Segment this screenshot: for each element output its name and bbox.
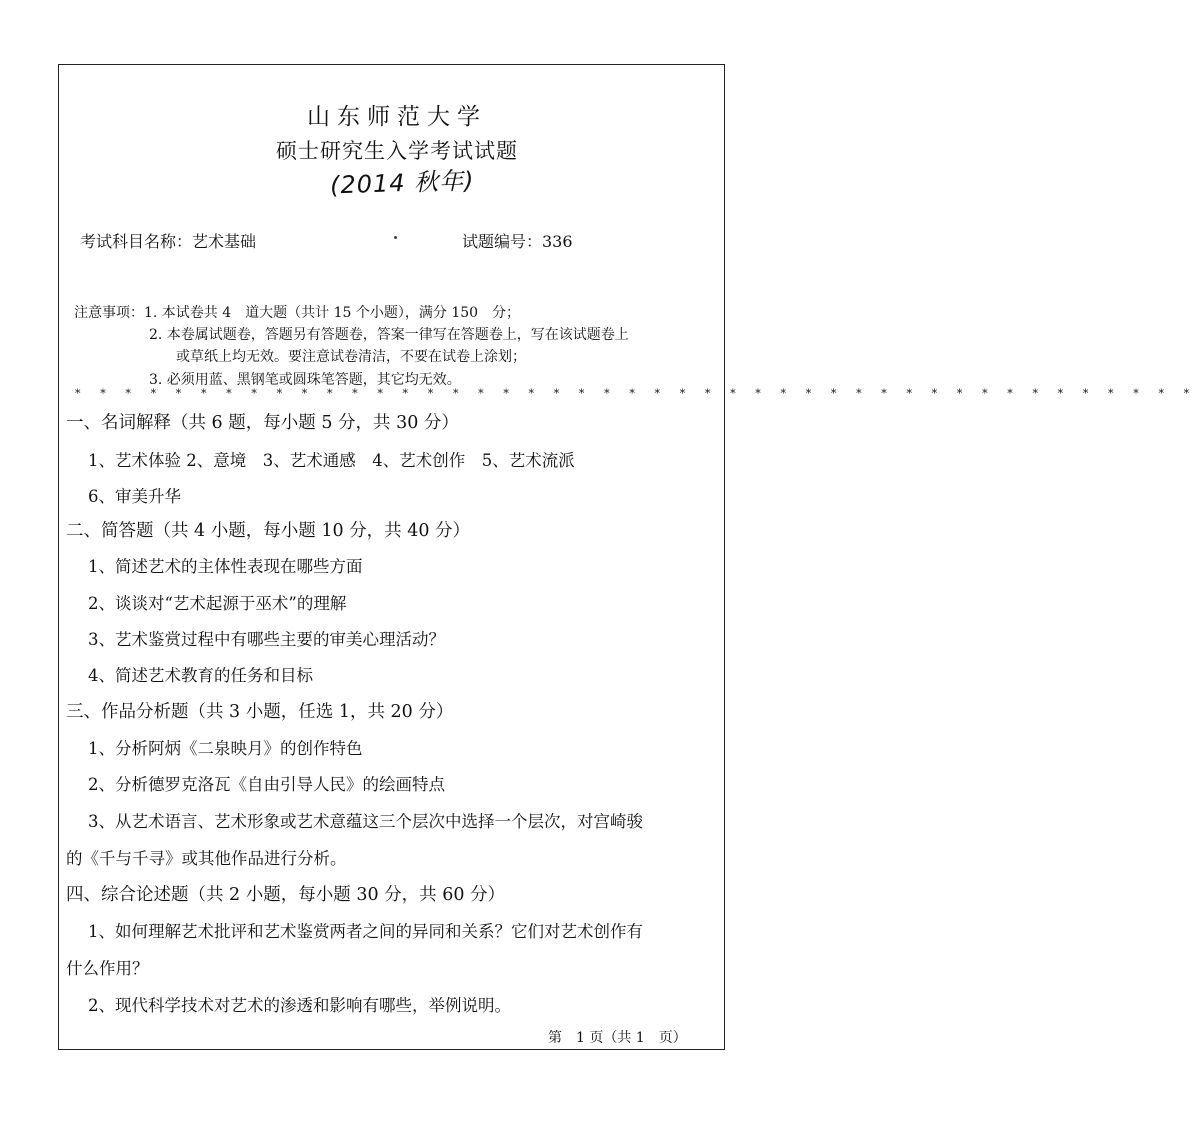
s3-question-1: 1、分析阿炳《二泉映月》的创作特色 bbox=[88, 739, 363, 758]
page-number: 第 1 页（共 1 页） bbox=[548, 1030, 687, 1046]
s1-terms-line-2: 6、审美升华 bbox=[88, 487, 181, 506]
s2-question-4: 4、简述艺术教育的任务和目标 bbox=[88, 666, 313, 685]
section-1-heading: 一、名词解释（共 6 题，每小题 5 分，共 30 分） bbox=[66, 413, 459, 433]
exam-title: 硕士研究生入学考试试题 bbox=[276, 139, 518, 163]
s2-question-1: 1、简述艺术的主体性表现在哪些方面 bbox=[88, 557, 363, 576]
section-3-heading: 三、作品分析题（共 3 小题，任选 1，共 20 分） bbox=[66, 702, 454, 722]
s3-question-3a: 3、从艺术语言、艺术形象或艺术意蕴这三个层次中选择一个层次，对宫崎骏 bbox=[88, 812, 643, 831]
s2-question-3: 3、艺术鉴赏过程中有哪些主要的审美心理活动？ bbox=[88, 630, 445, 649]
s1-terms-line-1: 1、艺术体验 2、意境 3、艺术通感 4、艺术创作 5、艺术流派 bbox=[88, 451, 575, 470]
notes-line-1: 注意事项：1. 本试卷共 4 道大题（共计 15 个小题），满分 150 分； bbox=[74, 305, 521, 321]
notes-line-2b: 或草纸上均无效。要注意试卷清洁，不要在试卷上涂划； bbox=[176, 349, 526, 365]
s4-question-1a: 1、如何理解艺术批评和艺术鉴赏两者之间的异同和关系？它们对艺术创作有 bbox=[88, 922, 643, 941]
s3-question-2: 2、分析德罗克洛瓦《自由引导人民》的绘画特点 bbox=[88, 775, 445, 794]
handwritten-year-note: (2014 秋年) bbox=[329, 166, 475, 200]
separator-stars: * * * * * * * * * * * * * * * * * * * * * * * * * * * * * * * * * * * * * * * * * * * * * bbox=[75, 387, 1197, 400]
exam-code: 试题编号：336 bbox=[462, 232, 573, 251]
s4-question-1b: 什么作用？ bbox=[66, 959, 149, 978]
scan-dot bbox=[394, 236, 397, 239]
s2-question-2: 2、谈谈对“艺术起源于巫术”的理解 bbox=[88, 594, 347, 613]
notes-line-3: 3. 必须用蓝、黑钢笔或圆珠笔答题，其它均无效。 bbox=[149, 372, 461, 388]
notes-line-2: 2. 本卷属试题卷，答题另有答题卷，答案一律写在答题卷上，写在该试题卷上 bbox=[149, 327, 629, 343]
s4-question-2: 2、现代科学技术对艺术的渗透和影响有哪些，举例说明。 bbox=[88, 996, 511, 1015]
university-name: 山东师范大学 bbox=[307, 104, 487, 130]
s3-question-3b: 的《千与千寻》或其他作品进行分析。 bbox=[66, 849, 347, 868]
section-2-heading: 二、简答题（共 4 小题，每小题 10 分，共 40 分） bbox=[66, 521, 471, 541]
subject-name: 考试科目名称：艺术基础 bbox=[80, 232, 257, 251]
section-4-heading: 四、综合论述题（共 2 小题，每小题 30 分，共 60 分） bbox=[66, 885, 506, 905]
